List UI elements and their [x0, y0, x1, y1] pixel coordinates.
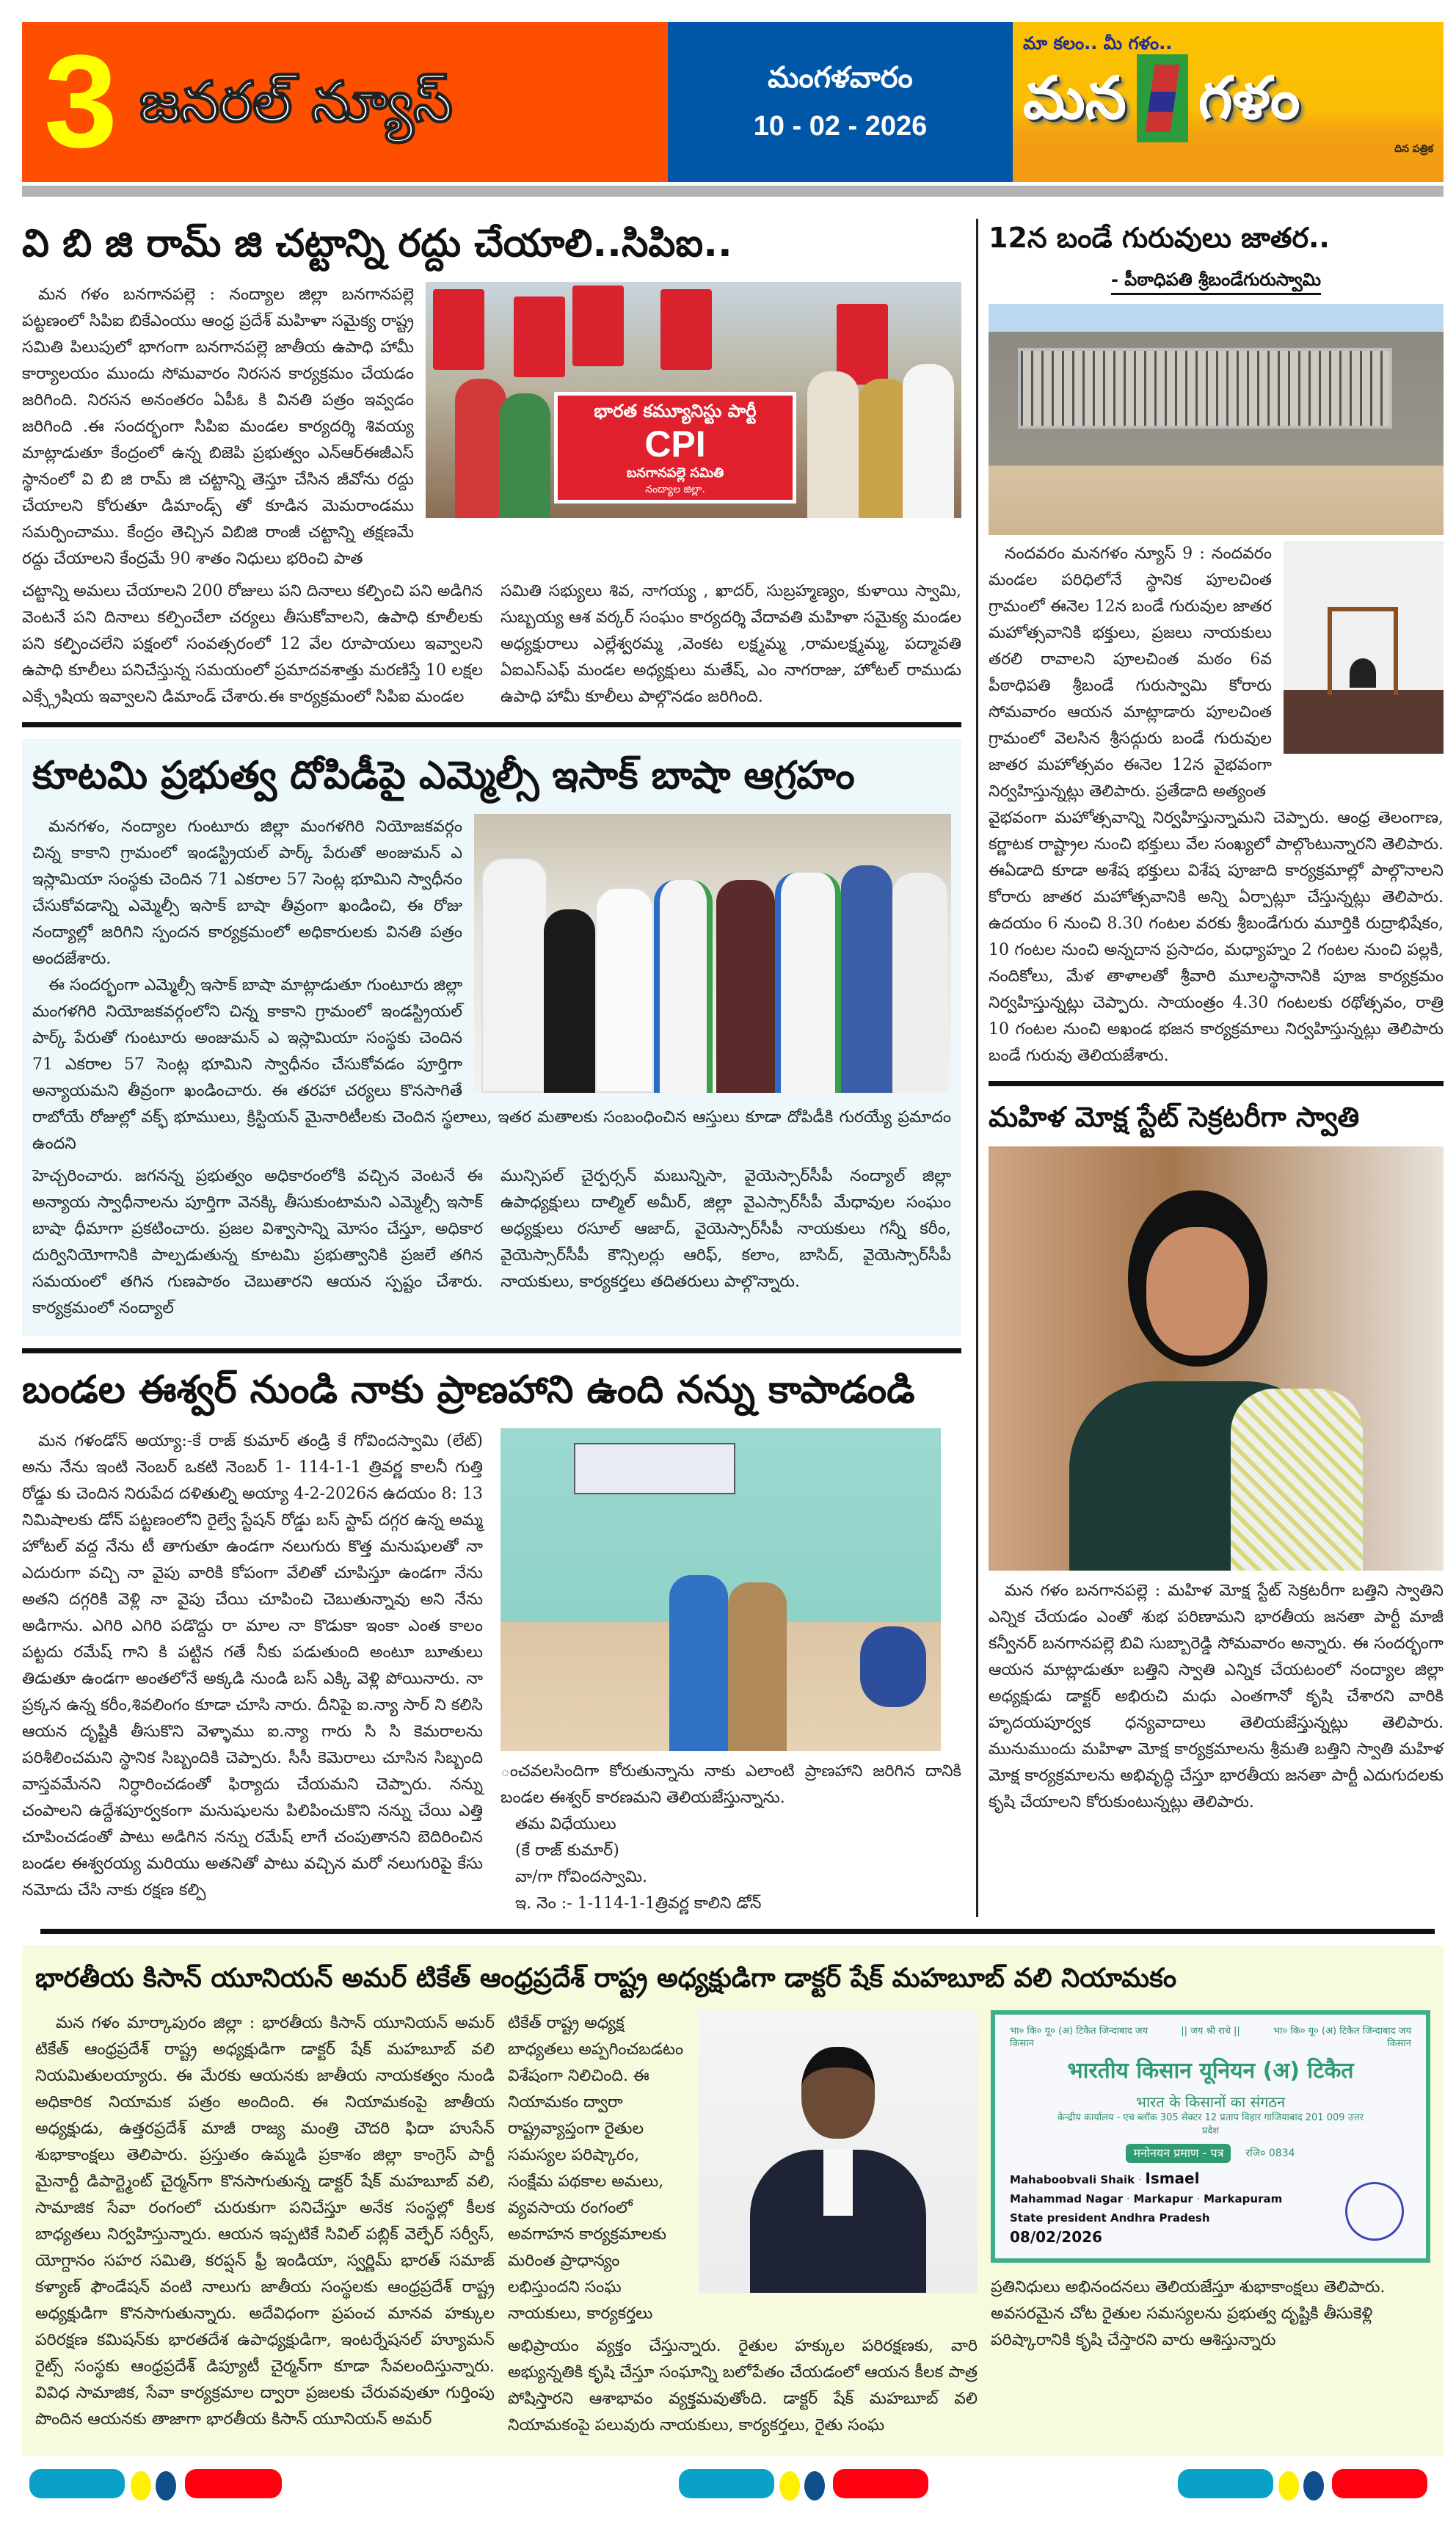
complaint-article: [22, 1365, 961, 1917]
logo-tagline: మా కలం.. మీ గళం..: [1023, 33, 1173, 54]
fist-pen-icon: [1137, 54, 1188, 142]
masthead-logo-panel: [1013, 22, 1444, 182]
logo-word-galam: గళం: [1198, 64, 1300, 132]
banner-line: భారత కమ్యూనిస్టు పార్టీ: [594, 401, 757, 421]
issue-day: మంగళవారం: [768, 61, 913, 95]
isaq-body-right: మున్సిపల్ చైర్పర్సన్ మబున్నిసా, వైయెస్సార్‌సీపీ నంద్యాల్ జిల్లా ఉపాధ్యక్షులు దాల్మిల్ అమీర్, జిల్లా వైఎస్సార్‌సీపీ మేధావుల సంఘం అధ్యక్షులు రసూల్ ఆజాద్, వైయెస్సార్‌సీపీ నాయకులు గన్నీ కరీం, వైయెస్సార్‌సీపీ కౌన్సిలర్లు ఆరిఫ్, కలాం, బాసిద్, వైయెస్సార్‌సీపీ నాయకులు, కార్యకర్తలు తదితరులు పాల్గొన్నారు.: [500, 1167, 951, 1291]
complaint-signoff: [500, 1811, 961, 1917]
swathi-portrait-photo: [989, 1146, 1444, 1571]
kisan-article-box: [22, 1946, 1444, 2456]
masthead: [22, 22, 1444, 182]
complaint-police-station-photo: [500, 1428, 941, 1751]
isaq-group-photo: [474, 814, 951, 1093]
cert-slogan: भा० कि० यू० (अ) टिकैत जिन्दाबाद जय किसान: [1010, 2026, 1149, 2049]
isaq-headline: కూటమి ప్రభుత్వ దోపిడీపై ఎమ్మెల్సీ ఇసాక్ బాషా ఆగ్రహం: [32, 754, 855, 798]
page-number: 3: [44, 28, 118, 175]
banner-line: బనగానపల్లె సమితి: [626, 465, 724, 481]
signoff-line: (కే రాజ్ కుమార్): [515, 1841, 619, 1860]
isaq-paragraph: మనగళం, నంద్యాల గుంటూరు జిల్లా మంగళగిరి నియోజకవర్గం చిన్న కాకాని గ్రామంలో ఇండస్ట్రియల్ పార్క్ పేరుతో అంజుమన్ ఎ ఇస్లామియా సంస్థకు చెందిన 71 ఎకరాల 57 సెంట్ల భూమిని స్వాధీనం చేసుకోవడాన్ని ఎమ్మెల్సీ ఇసాక్ బాషా తీవ్రంగా ఖండించి, ఈ రోజు నంద్యాల్లో జరిగిని స్పందన కార్యక్రమంలో అధికారులకు వినతి పత్రం అందజేశారు.: [32, 818, 462, 968]
cert-name: Mahaboobvali Shaik: [1010, 2173, 1135, 2186]
masthead-section-banner: [22, 22, 668, 182]
cpi-body-left: చట్టాన్ని అమలు చేయాలని 200 రోజులు పని దినాలు కల్పించి పని అడిగిన వెంటనే పని దినాలు కల్పించేలా చర్యలు తీసుకోవాలని, ఉపాధి కూలీలకు పని కల్పించలేని పక్షంలో సంవత్సరంలో 12 వేల రూపాయలు ఇవ్వాలని ఉపాధి కూలీలు పనిచేస్తున్న సమయంలో ప్రమాదవశాత్తు మరణిస్తే 10 లక్షల ఎక్స్గ్రేషియ ఇవ్వాలని డిమాండ్ చేశారు.ఈ కార్యక్రమంలో సిపిఐ మండల: [22, 582, 483, 706]
cpi-body-top: మన గళం బనగానపల్లె : నంద్యాల జిల్లా బనగానపల్లె పట్టణంలో సిపిఐ బికేఎంయు ఆంధ్ర ప్రదేశ్ మహిళా సమైక్య రాష్ట్ర సమితి పిలుపులో భాగంగా బనగానపల్లె జాతీయ ఉపాధి హామీ కార్యాలయం ముందు సోమవారం నిరసన కార్యక్రమం చేయడం జరిగింది. నిరసన అనంతరం ఏపీఓ కి వినతి పత్రం ఇవ్వడం జరిగింది .ఈ సందర్భంగా సిపిఐ మండల కార్యదర్శి శివయ్య మాట్లాడుతూ కేంద్రంలో ఉన్న బిజెపి ప్రభుత్వం ఎన్ఆర్ఈజీఎస్ స్థానంలో వి బి జి రామ్ జి చట్టాన్ని తెస్తూ చేసిన జీవోను రద్దు చేయాలని కోరుతూ డిమాండ్స్ తో కూడిన మెమరాండము సమర్పించాము. కేంద్రం తెచ్చిన విబిజి రాంజీ చట్టాన్ని తక్షణమే రద్దు చేయాలని కేంద్రమే 90 శాతం నిధులు భరించి పాత: [22, 286, 414, 568]
article-separator: [22, 1348, 961, 1353]
cert-date: 08/02/2026: [1010, 2228, 1102, 2246]
logo-subtitle: దిన పత్రిక: [1394, 143, 1433, 155]
cpi-protest-photo: [426, 282, 961, 518]
banner-line: CPI: [644, 423, 706, 465]
article-separator: [22, 722, 961, 727]
signoff-line: ఇ. నెం :- 1-114-1-1త్రివర్ణ కాలిని డోన్: [515, 1894, 762, 1913]
signoff-line: తమ విధేయులు: [515, 1815, 616, 1833]
cert-title: भारतीय किसान यूनियन (अ) टिकैत: [1067, 2058, 1354, 2084]
swathi-headline: మహిళ మోక్ష స్టేట్ సెక్రటరీగా స్వాతి: [989, 1101, 1360, 1133]
isaq-body-left: హెచ్చరించారు. జగనన్న ప్రభుత్వం అధికారంలోకి వచ్చిన వెంటనే ఈ అన్యాయ స్వాధీనాలను పూర్తిగా వెనక్కి తీసుకుంటామని ఎమ్మెల్సీ ఇసాక్ బాషా ధీమాగా ప్రకటించారు. ప్రజల విశ్వాసాన్ని మోసం చేస్తూ, అధికార దుర్వినియోగానికి పాల్పడుతున్న కూటమి ప్రభుత్వానికి ప్రజలే తగిన సమయంలో తగిన గుణపాఠం చెబుతారని ఆయన స్పష్టం చేశారు. కార్యక్రమంలో నంద్యాల్: [32, 1167, 483, 1317]
signoff-line: వా/గా గోవిందస్వామి.: [515, 1868, 648, 1886]
cert-office: केन्द्रीय कार्यालय - एच ब्लॉक 305 सेक्टर 12 प्रताप विहार गाजियाबाद 201 009 उत्तर प्रदेश: [1057, 2112, 1364, 2136]
cert-doc-type: मनोनयन प्रमाण - पत्र: [1126, 2144, 1231, 2163]
mahaboob-vali-portrait-photo: [699, 2010, 978, 2293]
issue-date: 10 - 02 - 2026: [753, 111, 928, 142]
article-separator: [40, 1929, 1435, 1934]
kisan-body-col1: మన గళం మార్కాపురం జిల్లా : భారతీయ కిసాన్ యూనియన్ అమర్ టికేత్ ఆంధ్రప్రదేశ్ రాష్ట్ర అధ్యక్షుడిగా డాక్టర్ షేక్ మహబూబ్ వలి నియమితులయ్యారు. ఈ మేరకు ఆయనకు జాతీయ నాయకత్వం నుండి అధికారిక నియామక పత్రం అందింది. ఈ నియామకంపై జాతీయ అధ్యక్షుడు, ఉత్తరప్రదేశ్ మాజీ రాజ్య మంత్రి చౌదరి ఫిదా హుసేన్ శుభాకాంక్షలు తెలిపారు. ప్రస్తుతం ఉమ్మడి ప్రకాశం జిల్లా కాంగ్రెస్ పార్టీ మైనార్టీ డిపార్ట్మెంట్ చైర్మన్‌గా కొనసాగుతున్న డాక్టర్ షేక్ మహబూబ్ వలి, సామాజిక సేవా రంగంలో చురుకుగా పనిచేస్తూ అనేక సంస్థల్లో కీలక బాధ్యతలు నిర్వహిస్తున్నారు. ఆయన ఇప్పటికే సివిల్ పబ్లిక్ వెల్ఫేర్ సర్వీస్, యోగ్దానం సహర సమితి, కరప్షన్ ఫ్రీ ఇండియా, స్వర్ణిమ్ భారత్ సమాజ్ కళ్యాణ్ ఫౌండేషన్ వంటి నాలుగు జాతీయ సంస్థలకు ఆంధ్రప్రదేశ్ రాష్ట్ర అధ్యక్షుడిగా కొనసాగుతున్నారు. అదేవిధంగా ప్రపంచ మానవ హక్కుల పరిరక్షణ కమిషన్‌కు భారతదేశ ఉపాధ్యక్షుడిగా, ఇంటర్నేషనల్ హ్యూమన్ రైట్స్ సంస్థకు ఆంధ్రప్రదేశ్ డిప్యూటీ చైర్మన్‌గా కూడా సేవలందిస్తున్నారు. వివిధ సామాజిక, సేవా కార్యక్రమాల ద్వారా ప్రజలకు చేరువవుతూ గుర్తింపు పొందిన ఆయనకు తాజాగా భారతీయ కిసాన్ యూనియన్ అమర్: [35, 2014, 495, 2429]
complaint-body-right: ంచవలసిందిగా కోరుతున్నాను నాకు ఎలాంటి ప్రాణహాని జరిగిన దానికి బండల ఈశ్వర్ కారణమని తెలియజేస్తున్నాను.: [500, 1762, 961, 1807]
cert-locality: Mahammad Nagar: [1010, 2192, 1124, 2205]
kisan-headline: భారతీయ కిసాన్ యూనియన్ అమర్ టికేత్ ఆంధ్రప్రదేశ్ రాష్ట్ర అధ్యక్షుడిగా డాక్టర్ షేక్ మహబూబ్ వలి నియామకం: [35, 1963, 1177, 1993]
kisan-body-col2: టికేత్ రాష్ట్ర అధ్యక్ష బాధ్యతలు అప్పగించబడటం విశేషంగా నిలిచింది. ఈ నియామకం ద్వారా రాష్ట్రవ్యాప్తంగా రైతుల సమస్యల పరిష్కారం, సంక్షేమ పథకాల అమలు, వ్యవసాయ రంగంలో అవగాహన కార్యక్రమాలకు మరింత ప్రాధాన్యం లభిస్తుందని సంఘ నాయకులు, కార్యకర్తలు: [508, 2014, 684, 2323]
bande-byline: - పీఠాధిపతి శ్రీబండేగురుస్వామి: [1111, 269, 1321, 295]
bande-body-full: వైభవంగా మహోత్సవాన్ని నిర్వహిస్తున్నామని చెప్పారు. ఆంధ్ర తెలంగాణ, కర్ణాటక రాష్ట్రాల నుంచి భక్తులు వేల సంఖ్యలో పాల్గొంటున్నారని తెలిపారు. ఈఏడాది కూడా అశేష భక్తులు విశేష పూజాది కార్యక్రమాల్లో పాల్గొనాలని కోరారు జాతర మహోత్సవానికి అన్ని ఏర్పాట్లూ చేస్తున్నట్లు తెలిపారు. ఉదయం 6 నుంచి 8.30 గంటల వరకు శ్రీబండేగురు మూర్తికి రుద్రాభిషేకం, 10 గంటల నుంచి అన్నదాన ప్రసాదం, మధ్యాహ్నం 2 గంటల నుంచి పల్లకి, నందికోలు, మేళ తాళాలతో శ్రీవారి మూలస్థానానికి పూజ కార్యక్రమం నిర్వహిస్తున్నట్లు చెప్పారు. సాయంత్రం 4.30 గంటలకు రథోత్సవం, రాత్రి 10 గంటల నుంచి అఖండ భజన కార్యక్రమాలు నిర్వహిస్తున్నట్లు తెలిపారు బండే గురువు తెలియజేశారు.: [989, 809, 1444, 1065]
cert-reg: रजि० 0834: [1245, 2147, 1295, 2159]
isaq-article-box: [22, 739, 961, 1336]
cpi-banner: [554, 392, 796, 503]
cert-slogan: भा० कि० यू० (अ) टिकैत जिन्दाबाद जय किसान: [1273, 2026, 1411, 2049]
kisan-body-col2-wide: అభిప్రాయం వ్యక్తం చేస్తున్నారు. రైతుల హక్కుల పరిరక్షణకు, వారి అభ్యున్నతికి కృషి చేస్తూ సంఘాన్ని బలోపేతం చేయడంలో ఆయన కీలక పాత్ర పోషిస్తారని ఆశాభావం వ్యక్తమవుతోంది. డాక్టర్ షేక్ మహబూబ్ వలి నియామకంపై పలువురు నాయకులు, కార్యకర్తలు, రైతు సంఘ: [508, 2337, 978, 2434]
cert-seal-icon: [1345, 2182, 1404, 2241]
cert-post: State president Andhra Pradesh: [1010, 2211, 1210, 2225]
cpi-headline: వి బి జి రామ్ జి చట్టాన్ని రద్దు చేయాలి..సిపిఐ..: [22, 222, 732, 266]
swathi-body: మన గళం బనగానపల్లె : మహిళ మోక్ష స్టేట్ సెక్రటరీగా బత్తిని స్వాతిని ఎన్నిక చేయడం ఎంతో శుభ పరిణామని భారతీయ జనతా పార్టీ మాజీ కన్వీనర్ బనగానపల్లె బివి సుబ్బారెడ్డి సోమవారం అన్నారు. ఈ సందర్భంగా ఆయన మాట్లాడుతూ బత్తిని స్వాతి ఎన్నిక చేయటంలో నంద్యాల జిల్లా అధ్యక్షుడు డాక్టర్ అభిరుచి మధు ఎంతగానో కృషి చేశారని వారికి హృదయపూర్వక ధన్యవాదాలు తెలియజేస్తున్నట్లు తెలిపారు. మునుముందు మహిళా మోక్ష కార్యక్రమాలను శ్రీమతి బత్తిని స్వాతి మహిళ మోక్ష కార్యక్రమాలను అభివృద్ధి చేస్తూ భారతీయ జనతా పార్టీ ఎదుగుదలకు కృషి చేయాలని కోరుకుంటున్నట్లు తెలిపారు.: [989, 1582, 1444, 1811]
kisan-body-col3: ప్రతినిధులు అభినందనలు తెలియజేస్తూ శుభాకాంక్షలు తెలిపారు. అవసరమైన చోట రైతుల సమస్యలను ప్రభుత్వ దృష్టికి తీసుకెళ్లి పరిష్కారానికి కృషి చేస్తారని వారు ఆశిస్తున్నారు: [991, 2278, 1386, 2349]
cpi-article: [22, 219, 961, 710]
masthead-divider: [22, 186, 1444, 197]
bande-headline: 12న బండే గురువులు జాతర..: [989, 222, 1330, 254]
isaq-paragraph: ఈ సందర్భంగా ఎమ్మెల్సీ ఇసాక్ బాషా మాట్లాడుతూ గుంటూరు జిల్లా మంగళగిరి నియోజకవర్గంలోని చిన్న కాకాని గ్రామంలో ఇండస్ట్రియల్ పార్క్ పేరుతో గుంటూరు అంజుమన్ ఎ ఇస్లామియా సంస్థకు చెందిన 71 ఎకరాల 57 సెంట్ల భూమిని స్వాధీనం చేసుకోవడం పూర్తిగా అన్యాయమని తీవ్రంగా ఖండించారు. ఈ తరహా చర్యలు కొనసాగితే రాబోయే రోజుల్లో వక్ఫ్ భూములు, క్రిస్టియన్ మైనారిటీలకు చెందిన స్థలాలు, ఇతర మతాలకు సంబంధించిన ఆస్తులు కూడా దోపిడీకి గురయ్యే ప్రమాదం ఉందని: [32, 976, 951, 1153]
cert-slogan: || जय श्री राधे ||: [1181, 2026, 1240, 2037]
shrine-photo: [1284, 541, 1444, 754]
swathi-article: [989, 1098, 1444, 1816]
appointment-certificate-image: भा० कि० यू० (अ) टिकैत जिन्दाबाद जय किसान || जय श्री राधे || भा० कि० यू० (अ) टिकैत जिन्दाबाद जय किसान भारतीय किसान यूनियन (अ) टिकैत भारत के किसानों का संगठन केन्द्रीय कार्यालय - एच ब्लॉक 305 सेक्टर 12 प्रताप विहार गाजियाबाद 201 009 उत्तर प्रदेश मनोनयन प्रमाण - पत्र रजि० 0834 Mahaboobvali Shaik · Ismael Mahammad Nagar · Markapur · Markapuram State president Andhra Pradesh 08/02/2026: [991, 2010, 1430, 2263]
temple-photo: [989, 304, 1444, 535]
cpi-body-right: సమితి సభ్యులు శివ, నాగయ్య , ఖాదర్, సుబ్రహ్మణ్యం, కుళాయి స్వామి, సుబ్బయ్య ఆశ వర్కర్ సంఘం కార్యదర్శి వేదావతి మహిళా సమైక్య మండల అధ్యక్షురాలు ఎల్లేశ్వరమ్మ ,వెంకట లక్ష్మమ్మ ,రామలక్ష్మమ్మ, పద్మావతి ఏఐఎస్ఎఫ్ మండల అధ్యక్షులు మతేష్, ఎం నాగరాజు, హోటల్ రాముడు ఉపాధి హామీ కూలీలు పాల్గొనడం జరిగింది.: [500, 582, 961, 706]
banner-line: నంద్యాల జిల్లా.: [645, 484, 705, 495]
footer-ornament: [22, 2465, 1444, 2509]
complaint-headline: బండల ఈశ్వర్ నుండి నాకు ప్రాణహాని ఉంది నన్ను కాపాడండి: [22, 1368, 915, 1412]
logo-word-mana: మన: [1023, 64, 1126, 132]
masthead-date-panel: [668, 22, 1013, 182]
cert-district: Markapuram: [1204, 2192, 1283, 2205]
bande-body-top: నందవరం మనగళం న్యూస్ 9 : నందవరం మండల పరిధిలోనే స్థానిక పూలచింత గ్రామంలో ఈనెల 12న బండే గురువుల జాతర మహోత్సవానికి భక్తులు, ప్రజలు నాయకులు తరలి రావాలని పూలచింత మఠం 6వ పీఠాధిపతి శ్రీబండే గురుస్వామి కోరారు సోమవారం ఆయన మాట్లాడారు పూలచింత గ్రామంలో వెలసిన శ్రీసద్గురు బండే గురువుల జాతర మహోత్సవం ఈనెల 12న వైభవంగా నిర్వహిస్తున్నట్లు తెలిపారు. ప్రతేడాది అత్యంత: [989, 545, 1272, 801]
article-separator: [989, 1081, 1444, 1086]
cert-father: Ismael: [1145, 2170, 1200, 2187]
cert-tehsil: Markapur: [1133, 2192, 1193, 2205]
cert-subtitle: भारत के किसानों का संगठन: [1135, 2093, 1286, 2111]
bande-article: [989, 219, 1444, 1069]
section-title: జనరల్ న్యూస్: [139, 69, 453, 134]
complaint-body-left: మన గళండోన్ అయ్యా:-కే రాజ్ కుమార్ తండ్రి కే గోవిందస్వామి (లేట్) అను నేను ఇంటి నెంబర్ ఒకటి నెంబర్ 1- 114-1-1 త్రివర్ణ కాలనీ గుత్తి రోడ్డు కు చెందిన నిరుపేద దళితుల్ని అయ్యా 4-2-2026న ఉదయం 8: 13 నిమిషాలకు డోన్ పట్టణంలోని రైల్వే స్టేషన్ రోడ్డు బస్ స్టాప్ దగ్గర ఉన్న అమ్మ హోటల్ వద్ద నేను టీ తాగుతూ ఉండగా నలుగురు కొత్త మనుషులతో నా ఎదురుగా వచ్చి నా వైపు వారికి కోపంగా వేలితో చూపిస్తూ ఉండగా నేను అతని దగ్గరికి వెళ్లి నా వైపు చేయి చూపించి చెబుతున్నావు అని నేను అడిగాను. ఎగిరి ఎగిరి పడొద్దు రా మాల నా కొడుకా ఇంకా ఎంత కాలం పట్టదు రమేష్ గాని కి పట్టిన గతే నీకు పడుతుంది అంటూ బూతులు తిడుతూ ఉండగా అంతలోనే అక్కడి నుండి బస్ ఎక్కి వెళ్లి పోయినారు. నా ప్రక్కన ఉన్న కరీం,శివలింగం కూడా చూసి నారు. దీనిపై ఐ.న్యా సార్ ని కలిసి ఆయన దృష్టికి తీసుకొని వెళ్ళాము ఐ.న్యా గారు సి సి కెమరాలను పరిశీలించమని స్థానిక సిబ్బందికి చెప్పారు. సీసీ కెమెరాలు చూసిన సిబ్బంది వాస్తవమేనని నిర్ధారించడంతో ఫిర్యాదు చేయమని చెప్పారు. నన్ను చంపాలని ఉద్దేశపూర్వకంగా మనుషులను పిలిపించుకొని నన్ను చేయి ఎత్తి చూపించడంతో పాటు అడిగిన నన్ను రమేష్ లాగే చంపుతానని బెదిరించిన బండల ఈశ్వరయ్య మరియు అతనితో పాటు వచ్చిన మరో నలుగురిపై కేసు నమోదు చేసి నాకు రక్షణ కల్పి: [22, 1432, 484, 1899]
